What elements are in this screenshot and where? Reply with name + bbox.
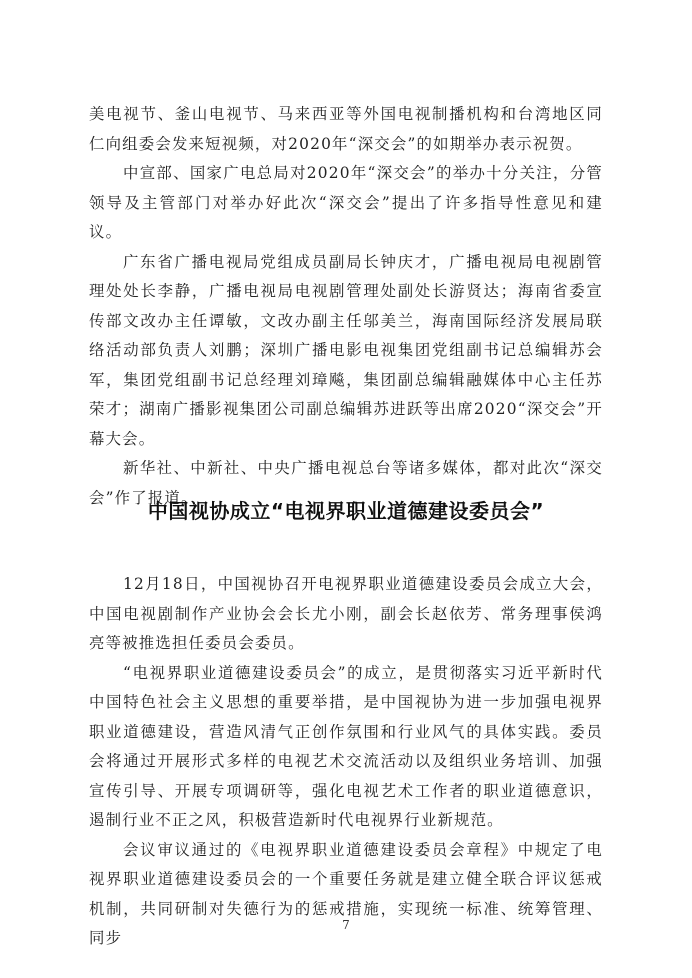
paragraph-founding-meeting: 12月18日，中国视协召开电视界职业道德建设委员会成立大会，中国电视剧制作产业协会会长尤小刚，副会长赵依芳、常务理事侯鸿亮等被推选担任委员会委员。 [89, 575, 603, 652]
paragraph-committee-significance: “电视界职业道德建设委员会”的成立，是贯彻落实习近平新时代中国特色社会主义思想的重要举措，是中国视协为进一步加强电视界职业道德建设，营造风清气正创作氛围和行业风气的具体实践。委员会将通过开展形式多样的电视艺术交流活动以及组织业务培训、加强宣传引导、开展专项调研等，强化电视艺术工作者的职业道德意识，遏制行业不正之风，积极营造新时代电视界行业新规范。 [89, 663, 603, 829]
paragraph-charter: 会议审议通过的《电视界职业道德建设委员会章程》中规定了电视界职业道德建设委员会的一个重要任务就是建立健全联合评议惩戒机制，共同研制对失德行为的惩戒措施，实现统一标准、统筹管理、同步 [89, 840, 603, 947]
paragraph-ministry-attention: 中宣部、国家广电总局对2020年“深交会”的举办十分关注，分管领导及主管部门对举办好此次“深交会”提出了许多指导性意见和建议。 [89, 164, 603, 241]
paragraph-congratulations: 美电视节、釜山电视节、马来西亚等外国电视制播机构和台湾地区同仁向组委会发来短视频，对2020年“深交会”的如期举办表示祝贺。 [89, 105, 603, 153]
paragraph-attendees: 广东省广播电视局党组成员副局长钟庆才，广播电视局电视剧管理处处长李静，广播电视局电视剧管理处副处长游贤达；海南省委宣传部文改办主任谭敏，文改办副主任邬美兰，海南国际经济发展局联络活动部负责人刘鹏；深圳广播电影电视集团党组副书记总编辑苏会军，集团党组副书记总经理刘璋飚，集团副总编辑融媒体中心主任苏荣才；湖南广播影视集团公司副总编辑苏进跃等出席2020“深交会”开幕大会。 [89, 252, 603, 448]
article-heading: 中国视协成立“电视界职业道德建设委员会” [147, 499, 545, 523]
page-number: 7 [342, 918, 350, 932]
paragraph-media-coverage: 新华社、中新社、中央广播电视总台等诸多媒体，都对此次“深交会”作了报道。 [89, 459, 603, 507]
top-article-continuation [89, 100, 603, 513]
article-body [89, 570, 603, 954]
